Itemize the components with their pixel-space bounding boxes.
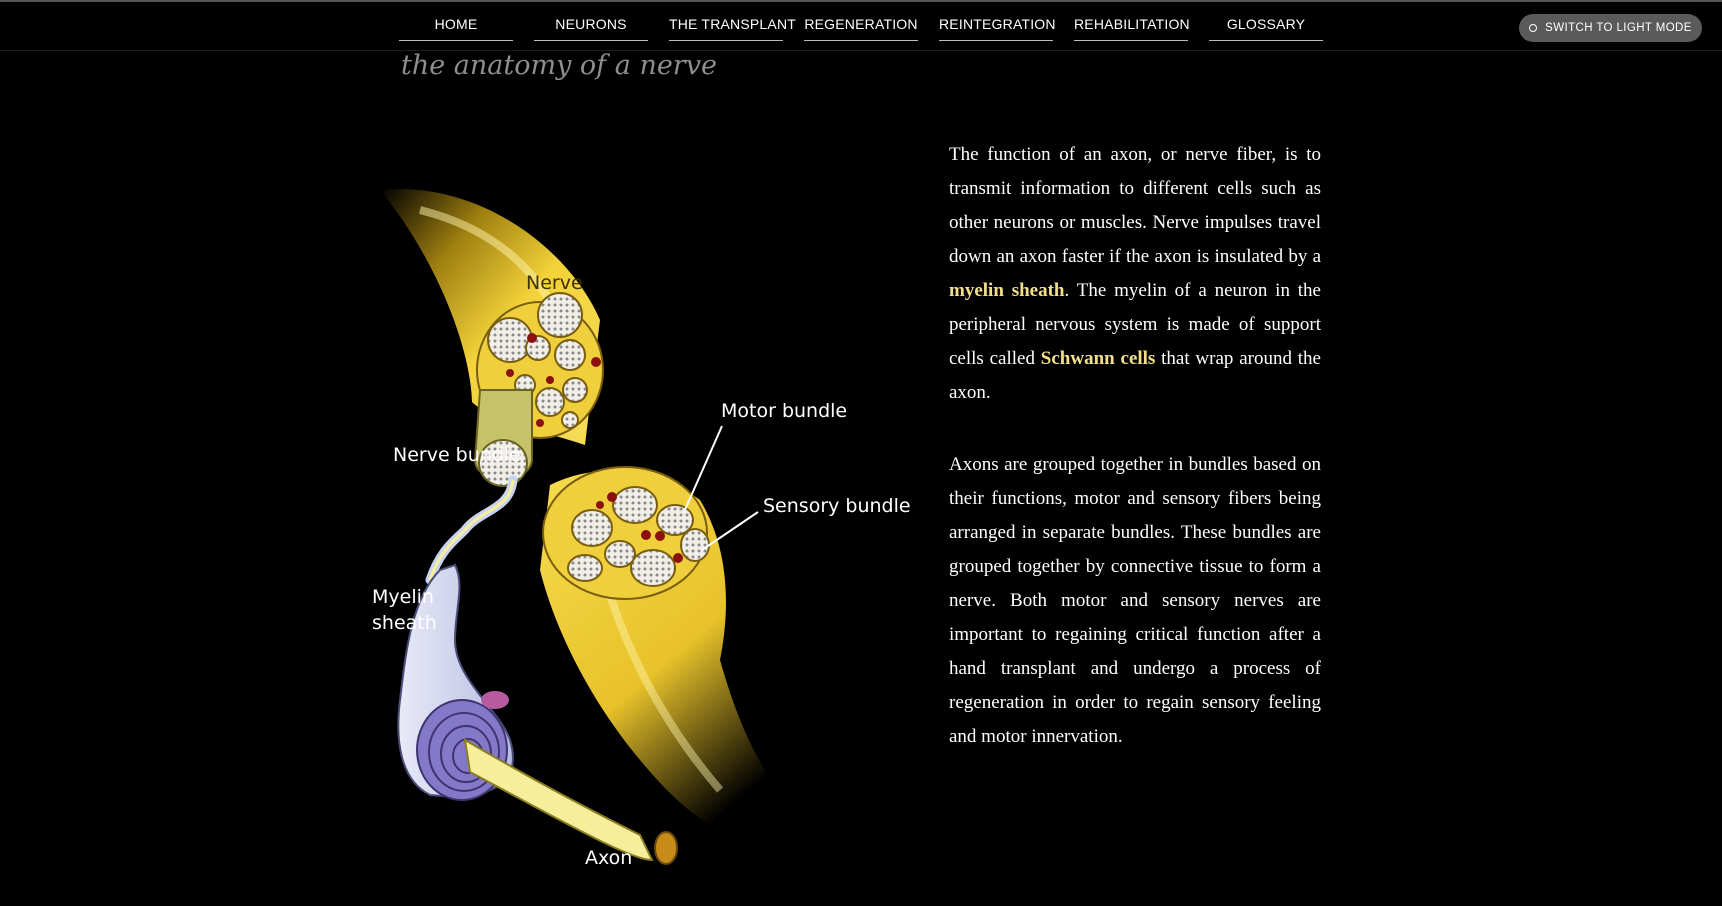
page-title: the anatomy of a nerve [401, 50, 717, 81]
nerve-label: Nerve [526, 272, 583, 294]
axon [465, 740, 652, 860]
nav-home[interactable]: HOME [399, 16, 513, 41]
light-mode-toggle-button[interactable] [1519, 14, 1702, 42]
myelin-sheath-label-line1: Myelin [372, 586, 434, 608]
content-column [949, 138, 1321, 792]
sensory-bundle-label: Sensory bundle [763, 495, 911, 517]
nerve-anatomy-illustration [360, 140, 920, 880]
nerve-bundle-label: Nerve bundle [393, 444, 521, 466]
myelin-sheath-link[interactable]: myelin sheath [949, 280, 1065, 301]
paragraph-bundles: Axons are grouped together in bundles based on their functions, motor and sensory fibers being arranged in separate bundles. These bundles are grouped together by connective tissue to form a nerve. Both motor and sensory nerves are important to regaining critical function after a hand transplant and undergo a process of regeneration in order to regain sensory feeling and motor innervation. [949, 454, 1321, 747]
nav-the-transplant[interactable]: THE TRANSPLANT [669, 16, 783, 41]
light-mode-toggle-label: SWITCH TO LIGHT MODE [1545, 22, 1692, 34]
axon-label: Axon [585, 847, 633, 869]
nav-regeneration[interactable]: REGENERATION [804, 16, 918, 41]
circle-icon [1529, 24, 1537, 32]
paragraph-text: . The myelin of a neuron in the peripheral nervous system is made of support cells called [949, 280, 1321, 369]
nav-neurons[interactable]: NEURONS [534, 16, 648, 41]
paragraph-text: that wrap around the axon. [949, 348, 1321, 403]
paragraph-text: The function of an axon, or nerve fiber, is to transmit information to different cells such as other neurons or muscles. Nerve impulses travel down an axon faster if the axon is insulated by a [949, 144, 1321, 267]
main-nav [0, 2, 1722, 51]
nav-glossary[interactable]: GLOSSARY [1209, 16, 1323, 41]
nav-rehabilitation[interactable]: REHABILITATION [1074, 16, 1188, 41]
motor-bundle-label: Motor bundle [721, 400, 848, 422]
schwann-cells-link[interactable]: Schwann cells [1040, 348, 1156, 369]
myelin-sheath-label-line2: sheath [372, 612, 437, 634]
nav-reintegration[interactable]: REINTEGRATION [939, 16, 1053, 41]
paragraph-myelin [949, 138, 1321, 410]
